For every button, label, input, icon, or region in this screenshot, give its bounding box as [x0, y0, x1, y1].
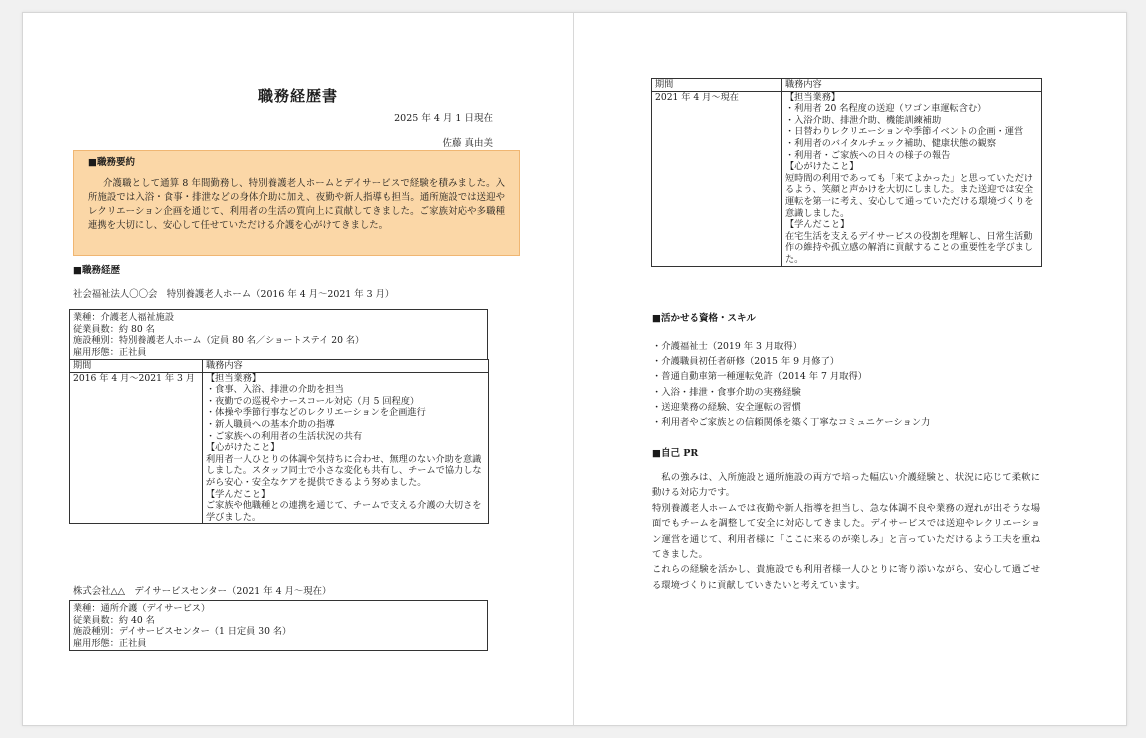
- duty-line: 【学んだこと】: [206, 488, 271, 500]
- period-cell: 2021 年 4 月～現在: [652, 91, 782, 266]
- document-title: 職務経歴書: [257, 87, 338, 105]
- duty-line: ・夜勤での巡視やナースコール対応（月 5 回程度）: [206, 395, 420, 407]
- author-name: 佐藤 真由美: [442, 138, 493, 149]
- skills-heading: ■活かせる資格・スキル: [652, 313, 756, 324]
- pr-text: [652, 470, 1040, 593]
- company-name-1: 社会福祉法人〇〇会 特別養護老人ホーム（2016 年 4 月～2021 年 3 月）: [73, 289, 395, 300]
- table-row: [70, 372, 489, 524]
- duty-line: ・入浴介助、排泄介助、機能訓練補助: [785, 114, 942, 126]
- pr-heading: ■自己 PR: [652, 448, 699, 459]
- skill-item: ・介護職員初任者研修（2015 年 9 月修了）: [652, 356, 840, 368]
- page-2: [574, 13, 1126, 725]
- duty-line: ・利用者 20 名程度の送迎（ワゴン車運転含む）: [785, 103, 987, 115]
- info-line: 施設種別：特別養護老人ホーム（定員 80 名／ショートステイ 20 名）: [73, 335, 365, 346]
- duty-line: ・体操や季節行事などのレクリエーションを企画進行: [206, 407, 426, 419]
- info-line: 雇用形態：正社員: [73, 346, 147, 358]
- duty-line: ・利用者のバイタルチェック補助、健康状態の観察: [785, 137, 997, 149]
- table-header-row: [70, 360, 489, 373]
- job-summary-box: [73, 150, 520, 256]
- duty-line: 利用者一人ひとりの体調や気持ちに合わせ、無理のない介助を意識しました。スタッフ同士で小さな変化も共有し、チームで協力しながら安心・安全なケアを提供できるよう努めました。: [206, 453, 482, 488]
- pr-paragraph: 特別養護老人ホームでは夜勤や新人指導を担当し、急な体調不良や業務の遅れが出そうな場面でもチームを調整して安全に対応してきました。デイサービスでは送迎やレクリエーション運営を通じて、利用者様に「ここに来るのが楽しみ」と言っていただけるよう工夫を重ねてきました。: [652, 502, 1040, 561]
- company-info-box-1: [69, 309, 488, 360]
- duty-line: ・利用者・ご家族への日々の様子の報告: [785, 149, 951, 161]
- career-heading: ■職務経歴: [73, 265, 120, 276]
- duty-line: 【心がけたこと】: [206, 442, 280, 454]
- duties-cell: [782, 91, 1042, 266]
- info-line: 業種：介護老人福祉施設: [73, 312, 175, 323]
- duties-cell: [203, 372, 489, 524]
- duty-line: ・食事、入浴、排泄の介助を担当: [206, 384, 344, 396]
- duty-line: 【担当業務】: [785, 91, 841, 103]
- skill-item: ・普通自動車第一種運転免許（2014 年 7 月取得）: [652, 371, 868, 383]
- skill-item: ・入浴・排泄・食事介助の実務経験: [652, 386, 801, 398]
- document-date: 2025 年 4 月 1 日現在: [394, 113, 493, 124]
- duty-line: ・ご家族への利用者の生活状況の共有: [206, 430, 363, 442]
- duty-line: 短時間の利用であっても「来てよかった」と思っていただけるよう、笑顔と声かけを大切にしました。また送迎では安全運転を第一に考え、安心して通っていただける環境づくりを意識しました。: [785, 172, 1034, 219]
- summary-heading: ■職務要約: [88, 157, 135, 168]
- period-cell: 2016 年 4 月～2021 年 3 月: [70, 372, 203, 524]
- column-header-content: 職務内容: [782, 79, 1042, 92]
- duty-line: ・日替わりレクリエーションや季節イベントの企画・運営: [785, 126, 1024, 138]
- info-line: 従業員数：約 80 名: [73, 323, 155, 335]
- skill-item: ・介護福祉士（2019 年 3 月取得）: [652, 341, 803, 352]
- info-line: 業種：通所介護（デイサービス）: [73, 603, 211, 614]
- info-line: 従業員数：約 40 名: [73, 614, 155, 626]
- skills-list: [652, 339, 930, 430]
- summary-text: 介護職として通算 8 年間勤務し、特別養護老人ホームとデイサービスで経験を積みました。入所施設では入浴・食事・排泄などの身体介助に加え、夜勤や新人指導も担当。通所施設では送迎やレクリエーション企画を通じて、利用者の生活の質向上に貢献してきました。ご家族対応や多職種連携を大切にし、安心して任せていただける介護を心がけてきました。: [88, 178, 505, 231]
- table-row: [652, 91, 1042, 266]
- column-header-content: 職務内容: [203, 360, 489, 373]
- duty-line: 【心がけたこと】: [785, 161, 859, 173]
- info-line: 雇用形態：正社員: [73, 637, 147, 649]
- column-header-period: 期間: [652, 79, 782, 92]
- duty-line: ・新人職員への基本介助の指導: [206, 418, 335, 430]
- table-header-row: [652, 79, 1042, 92]
- pr-paragraph: これらの経験を活かし、貴施設でも利用者様一人ひとりに寄り添いながら、安心して過ごせる環境づくりに貢献していきたいと考えています。: [652, 564, 1040, 591]
- document-spread: [22, 12, 1127, 726]
- pr-paragraph: 私の強みは、入所施設と通所施設の両方で培った幅広い介護経験と、状況に応じて柔軟に動ける対応力です。: [652, 472, 1040, 499]
- company-name-2: 株式会社△△ デイサービスセンター（2021 年 4 月～現在）: [73, 586, 332, 597]
- skill-item: ・利用者やご家族との信頼関係を築く丁寧なコミュニケーション力: [652, 417, 931, 429]
- company-info-box-2: [69, 600, 488, 651]
- duty-line: 【担当業務】: [206, 372, 262, 384]
- duty-line: 【学んだこと】: [785, 219, 850, 231]
- column-header-period: 期間: [70, 360, 203, 373]
- page-1: [23, 13, 573, 725]
- career-table-1: [69, 359, 489, 524]
- skill-item: ・送迎業務の経験、安全運転の習慣: [652, 401, 801, 413]
- info-line: 施設種別：デイサービスセンター（1 日定員 30 名）: [73, 626, 292, 637]
- duty-line: 在宅生活を支えるデイサービスの役割を理解し、日常生活動作の維持や孤立感の解消に貢献することの重要性を学びました。: [785, 230, 1034, 265]
- duty-line: ご家族や他職種との連携を通じて、チームで支える介護の大切さを学びました。: [206, 500, 482, 523]
- career-table-2: [651, 78, 1042, 267]
